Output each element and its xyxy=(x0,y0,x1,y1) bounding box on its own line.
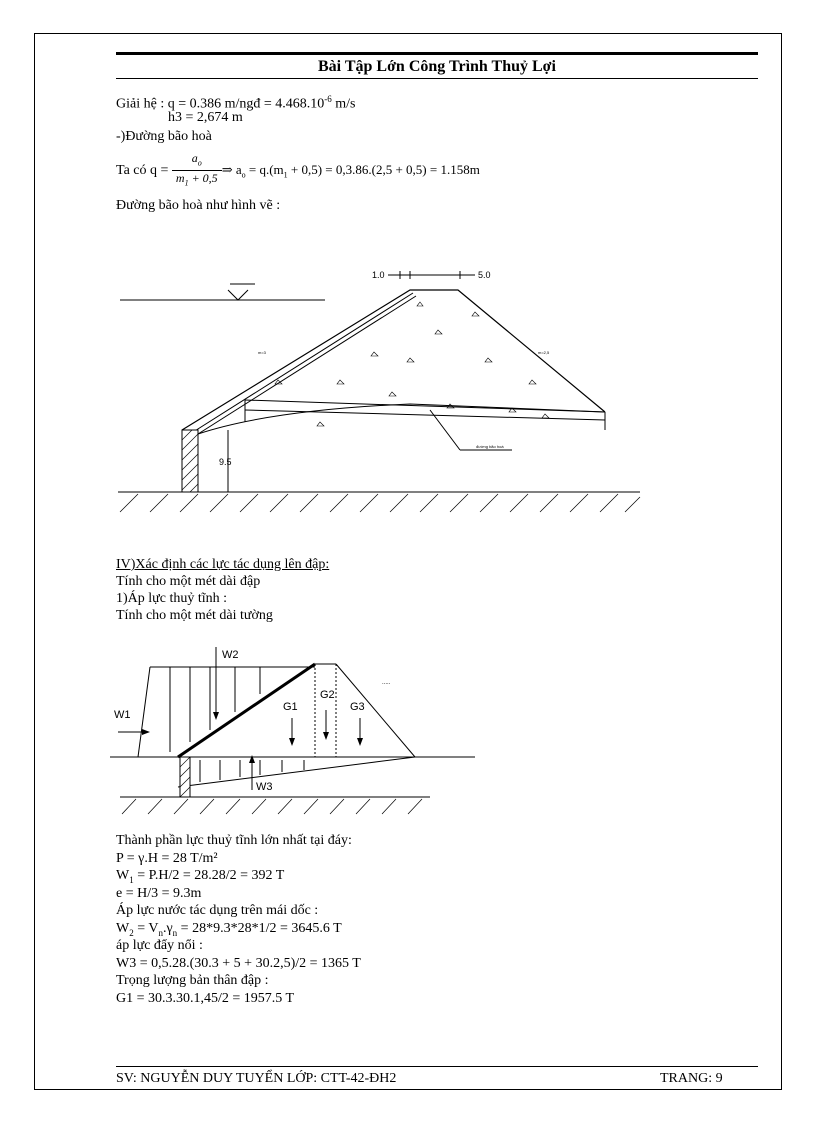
header-underline xyxy=(116,78,758,79)
g1-arrow-head xyxy=(289,738,295,746)
page-title: Bài Tập Lớn Công Trình Thuỷ Lợi xyxy=(318,58,556,75)
g2-arrow-head xyxy=(323,732,329,740)
header-rule xyxy=(116,52,758,55)
text-line-solution: Giải hệ : q = 0.386 m/ngđ = $4.468.10^{-6}$ m/s xyxy=(116,94,356,112)
text-line-w3: W3 = 0,5.28.(30.3 + 5 + 30.2,5)/2 = 1365 T xyxy=(116,956,361,971)
text-line-diagram-intro: Đường bão hoà như hình vẽ : xyxy=(116,198,281,213)
dots-label: ..... xyxy=(382,680,391,686)
text-line-slope-pressure: Áp lực nước tác dụng trên mái dốc : xyxy=(116,903,319,918)
ground-hatch xyxy=(120,494,640,512)
g3-label: G3 xyxy=(350,701,365,713)
text-line-self-weight: Trọng lượng bản thân đập : xyxy=(116,973,269,988)
wall xyxy=(180,757,190,797)
water-level-triangle xyxy=(228,290,248,300)
text-line-pressure: P = γ.H = 28 T/m² xyxy=(116,851,218,866)
w2-arrow-head xyxy=(213,712,219,720)
formula-fraction: $\frac{a_o}{m_1 + 0,5}$ xyxy=(172,151,222,191)
text-line-hydrostatic: 1)Áp lực thuỷ tĩnh : xyxy=(116,591,228,606)
text-line-uplift: áp lực đẩy nổi : xyxy=(116,938,203,953)
footer-student: SV: NGUYỄN DUY TUYỂN LỚP: CTT-42-ĐH2 xyxy=(116,1071,397,1086)
w3-arrow-head xyxy=(249,755,255,763)
aggregate-markers xyxy=(275,302,549,426)
core-line xyxy=(198,296,416,434)
text-line-per-meter-wall: Tính cho một mét dài tường xyxy=(116,608,273,623)
berm-line xyxy=(245,410,605,420)
slope-label-left: m=3 xyxy=(258,350,266,355)
saturation-line xyxy=(198,404,605,434)
text-line-g1: G1 = 30.3.30.1,45/2 = 1957.5 T xyxy=(116,991,295,1006)
crest-dim-right: 5.0 xyxy=(478,270,491,280)
g1-label: G1 xyxy=(283,701,298,713)
crest-dim-left: 1.0 xyxy=(372,270,385,280)
pressure-triangle-edge xyxy=(138,667,150,757)
w1-label: W1 xyxy=(114,709,131,721)
g3-arrow-head xyxy=(357,738,363,746)
text-line-per-meter-dam: Tính cho một mét dài đập xyxy=(116,574,261,589)
formula-line: Ta có q = $\frac{a_o}{m_1 + 0,5}$ ⇒ $a_o = q.(m_1 + 0,5) = 0,3.86.(2,5 + 0,5) = 1.158m$ xyxy=(116,151,480,191)
w2-label: W2 xyxy=(222,649,239,661)
ground-hatch xyxy=(122,799,422,814)
text-line-max-hydrostatic: Thành phần lực thuỷ tĩnh lớn nhất tại đáy: xyxy=(116,833,352,848)
dam-downstream-slope xyxy=(336,664,415,757)
height-dim-label: 9.5 xyxy=(219,457,232,467)
w3-label: W3 xyxy=(256,781,273,793)
slope-label-right: m=2,5 xyxy=(538,350,550,355)
dam-section-figure xyxy=(110,262,650,520)
uplift-line xyxy=(178,757,415,787)
footer-rule xyxy=(116,1066,758,1067)
g2-label: G2 xyxy=(320,689,335,701)
force-diagram-figure xyxy=(110,642,480,820)
section-heading-forces: IV)Xác định các lực tác dụng lên đập: xyxy=(116,557,330,572)
cutoff-wall xyxy=(182,430,198,492)
text-line-w2: $W_2 = V_n.\gamma_n = 28*9.3*28*1/2 = 3645.6$ T xyxy=(116,921,342,938)
text-line-saturation: -)Đường bão hoà xyxy=(116,129,212,144)
text-line-eccentricity: e = H/3 = 9.3m xyxy=(116,886,202,901)
text-line-w1: $W_1 = P.H/2 = 28.28/2 = 392$ T xyxy=(116,868,285,885)
text-line-h3: h3 = 2,674 m xyxy=(168,110,243,125)
footer-page: TRANG: 9 xyxy=(660,1071,723,1086)
w1-arrow-head xyxy=(142,729,150,735)
callout-label: đường bão hoà xyxy=(476,444,504,449)
